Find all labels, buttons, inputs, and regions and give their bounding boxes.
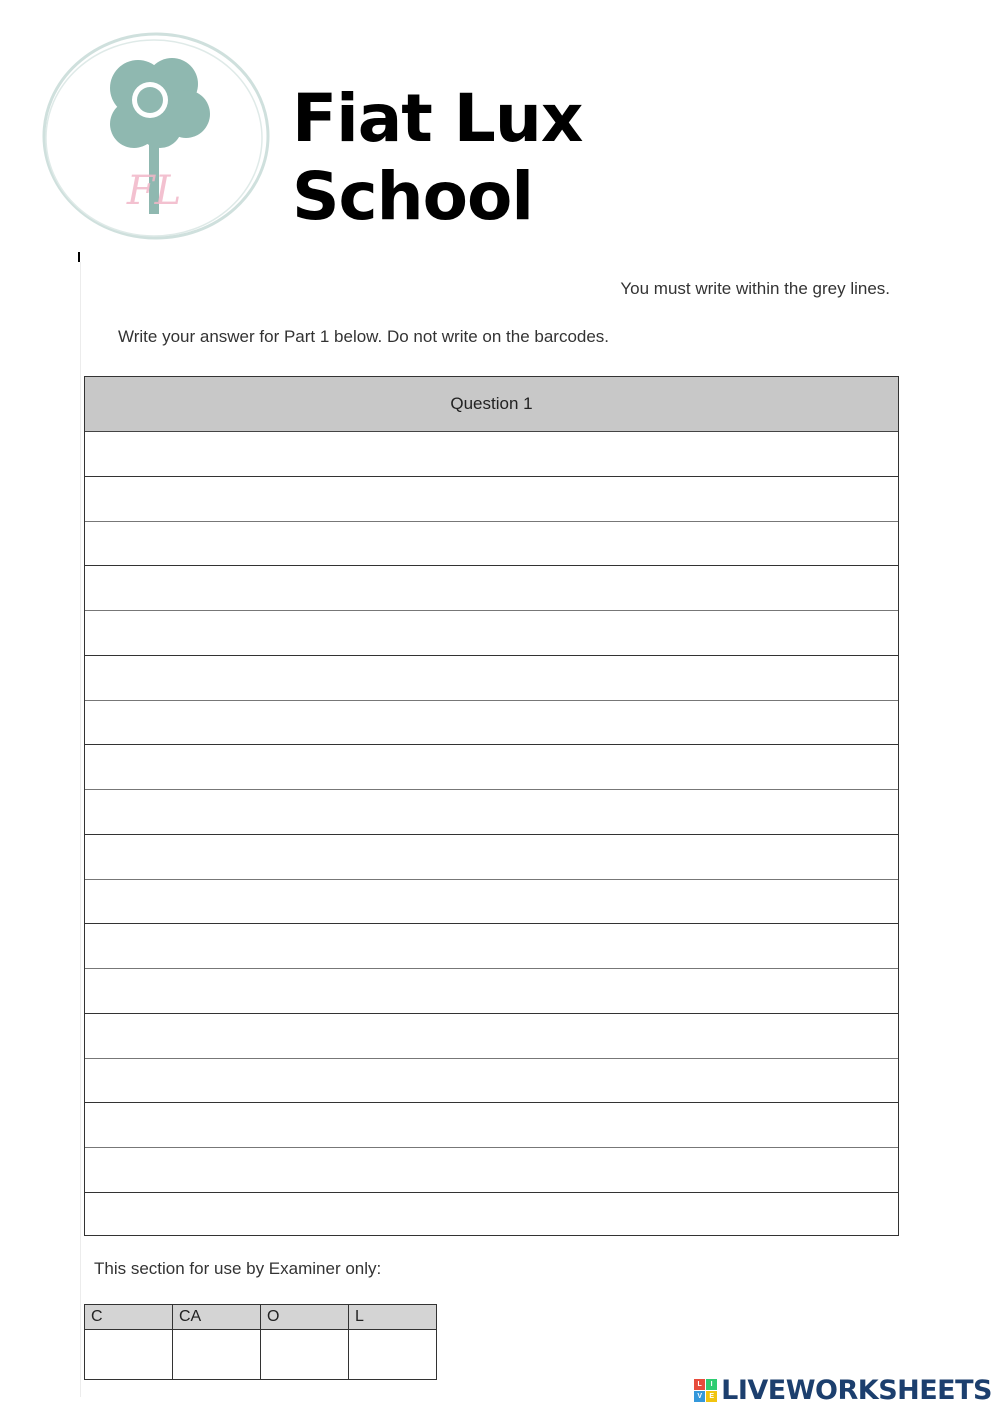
answer-line[interactable] <box>85 1014 898 1059</box>
answer-line[interactable] <box>85 790 898 835</box>
answer-line[interactable] <box>85 522 898 567</box>
school-name-line2: School <box>292 158 533 235</box>
answer-line[interactable] <box>85 880 898 925</box>
examiner-note: This section for use by Examiner only: <box>94 1259 382 1278</box>
liveworksheets-text: LIVEWORKSHEETS <box>721 1375 992 1406</box>
score-cell-o[interactable] <box>261 1330 349 1380</box>
instruction-answer: Write your answer for Part 1 below. Do not write on the barcodes. <box>118 327 610 346</box>
question-heading: Question 1 <box>85 377 898 432</box>
liveworksheets-badge-icon <box>694 1379 717 1402</box>
school-name <box>292 80 612 236</box>
score-header-l: L <box>349 1305 437 1330</box>
liveworksheets-brand <box>694 1375 992 1406</box>
examiner-score-table <box>84 1304 437 1380</box>
score-cell-c[interactable] <box>85 1330 173 1380</box>
answer-line[interactable] <box>85 835 898 880</box>
answer-line[interactable] <box>85 745 898 790</box>
score-header-ca: CA <box>173 1305 261 1330</box>
answer-box <box>84 376 899 1236</box>
answer-line[interactable] <box>85 701 898 746</box>
margin-line <box>80 262 81 1397</box>
badge-letter: L <box>694 1379 705 1390</box>
answer-line[interactable] <box>85 1059 898 1104</box>
badge-letter: V <box>694 1391 705 1402</box>
score-header-o: O <box>261 1305 349 1330</box>
margin-tick <box>78 252 80 262</box>
score-header-c: C <box>85 1305 173 1330</box>
answer-line[interactable] <box>85 566 898 611</box>
answer-line[interactable] <box>85 924 898 969</box>
badge-letter: E <box>706 1391 717 1402</box>
badge-letter: I <box>706 1379 717 1390</box>
score-cell-l[interactable] <box>349 1330 437 1380</box>
answer-line[interactable] <box>85 432 898 477</box>
instruction-grey-lines: You must write within the grey lines. <box>620 279 890 298</box>
answer-line[interactable] <box>85 1193 898 1238</box>
answer-line[interactable] <box>85 1148 898 1193</box>
school-logo <box>38 28 274 244</box>
logo-monogram: FL <box>126 168 182 214</box>
school-name-line1: Fiat Lux <box>292 80 583 157</box>
answer-lines <box>85 432 898 1238</box>
answer-line[interactable] <box>85 656 898 701</box>
answer-line[interactable] <box>85 611 898 656</box>
answer-line[interactable] <box>85 1103 898 1148</box>
score-cell-ca[interactable] <box>173 1330 261 1380</box>
answer-line[interactable] <box>85 477 898 522</box>
answer-line[interactable] <box>85 969 898 1014</box>
